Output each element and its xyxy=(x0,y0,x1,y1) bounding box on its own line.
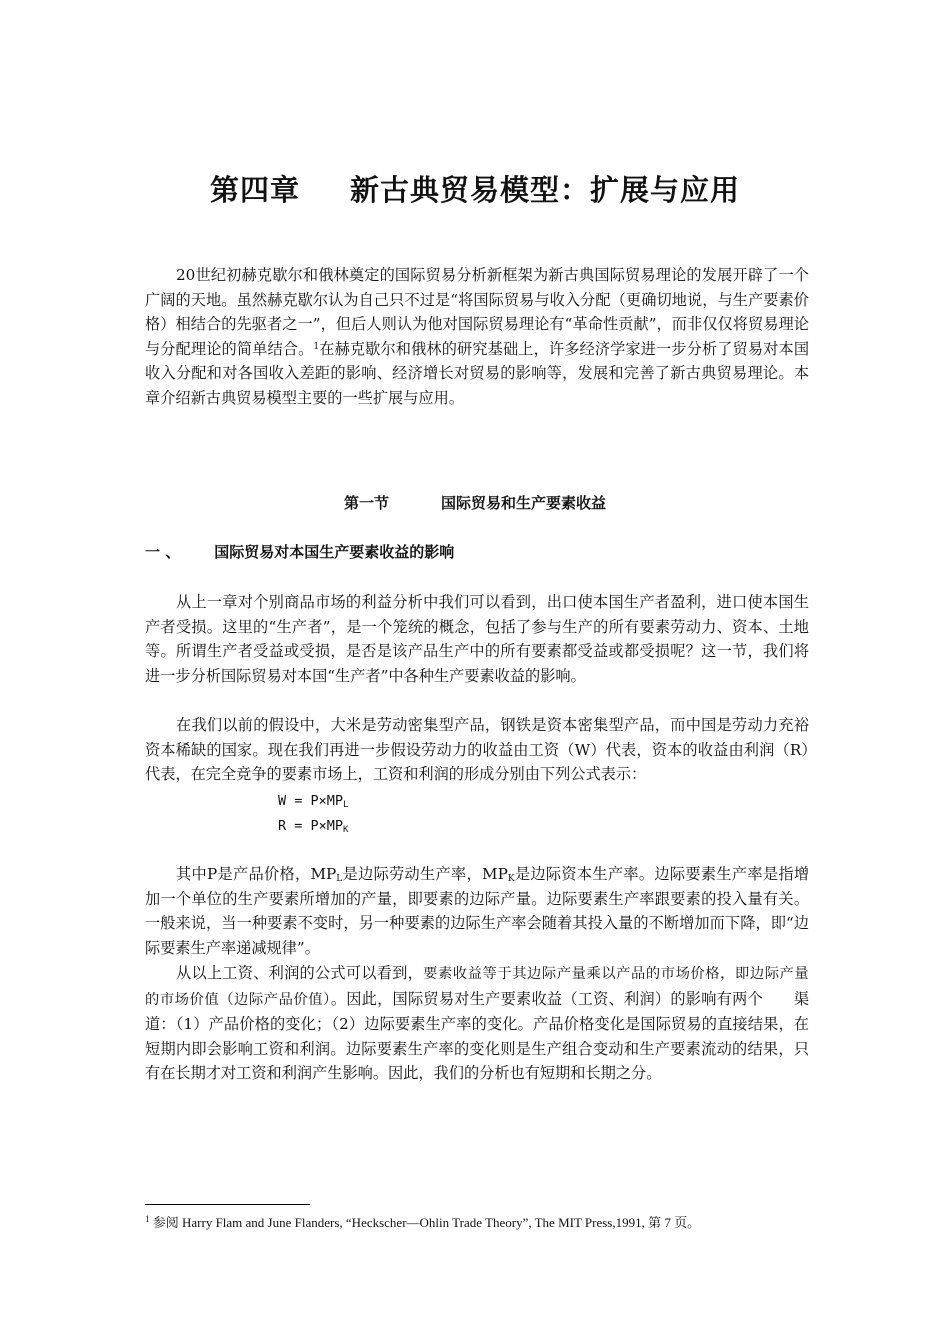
formula-wage-text: W = P×MP xyxy=(278,793,344,809)
formula-profit-text: R = P×MP xyxy=(278,818,344,834)
footnote-mark: 1 xyxy=(145,1214,150,1224)
p4-text-2: 。因此，国际贸易对生产要素收益（工资、利润）的影响有两个 渠道：（1）产品价格的变化；（2）边际要素生产率的变化。产品价格变化是国际贸易的直接结果，在短期内即会影响工资和利润。边际要素生产率的变化则是生产组合变动和生产要素流动的结果，只有在长期才对工资和利润产生影响。因此，我们的分析也有短期和长期之分。 xyxy=(145,989,810,1083)
chapter-title xyxy=(0,168,950,209)
formula-wage xyxy=(278,793,348,809)
chapter-name: 新古典贸易模型：扩展与应用 xyxy=(350,173,741,207)
body-paragraph-3 xyxy=(145,862,809,960)
p3-text-2: 是边际劳动生产率，MP xyxy=(342,865,508,883)
p3-sub-2: K xyxy=(507,874,515,884)
formula-wage-sub: L xyxy=(343,800,349,810)
intro-text-1: 20世纪初赫克歇尔和俄林奠定的国际贸易分析新框架为新古典国际贸易理论的发展开辟了一个广阔的天地。虽然赫克歇尔认为自己只不过是“将国际贸易与收入分配（更确切地说，与生产要素价格）相结合的先驱者之一”，但后人则认为他对国际贸易理论有“革命性贡献”，而非仅仅将贸易理论与分配理论的简单结合。 xyxy=(145,266,809,358)
section-heading xyxy=(0,492,950,513)
p4-text-1: 从以上工资、利润的公式可以看到， xyxy=(176,964,424,982)
p3-sub-1: L xyxy=(336,874,343,884)
subsection-heading xyxy=(145,541,454,562)
subsection-title: 国际贸易对本国生产要素收益的影响 xyxy=(214,543,455,561)
body-paragraph-2: 在我们以前的假设中，大米是劳动密集型产品，钢铁是资本密集型产品，而中国是劳动力充裕资本稀缺的国家。现在我们再进一步假设劳动力的收益由工资（W）代表，资本的收益由利润（R）代表，在完全竞争的要素市场上，工资和利润的形成分别由下列公式表示： xyxy=(145,716,809,784)
footnote-text: 参阅 Harry Flam and June Flanders, “Heckscher—Ohlin Trade Theory”, The MIT Press,1991, 第 7 页。 xyxy=(152,1215,701,1230)
p3-text-1: 其中P是产品价格，MP xyxy=(176,865,337,883)
footnote-divider xyxy=(145,1204,310,1205)
subsection-label: 一 、 xyxy=(145,543,181,561)
body-paragraph-4 xyxy=(145,961,809,1086)
formula-profit-sub: K xyxy=(343,825,349,835)
intro-paragraph xyxy=(145,263,809,411)
formula-profit xyxy=(278,818,348,834)
p3-text-3: 是边际资本生产率。边际要素生产率是指增加一个单位的生产要素所增加的产量，即要素的边际产量。边际要素生产率跟要素的投入量有关。一般来说，当一种要素不变时，另一种要素的边际生产率会随着其投入量的不断增加而下降，即“边际要素生产率递减规律”。 xyxy=(145,865,810,957)
intro-text-2: 在赫克歇尔和俄林的研究基础上，许多经济学家进一步分析了贸易对本国收入分配和对各国收入差距的影响、经济增长对贸易的影响等，发展和完善了新古典贸易理论。本章介绍新古典贸易模型主要的一些扩展与应用。 xyxy=(145,339,810,407)
chapter-number: 第四章 xyxy=(209,173,300,207)
footnote-ref[interactable]: 1 xyxy=(313,341,320,352)
body-paragraph-1: 从上一章对个别商品市场的利益分析中我们可以看到，出口使本国生产者盈利，进口使本国生产者受损。这里的“生产者”，是一个笼统的概念，包括了参与生产的所有要素劳动力、资本、土地等。所谓生产者受益或受损，是否是该产品生产中的所有要素都受益或都受损呢？这一节，我们将进一步分析国际贸易对本国“生产者”中各种生产要素收益的影响。 xyxy=(145,593,809,685)
p4-emphasis: 要素收益等于其边际产量乘以产品的市场价格，即边际产量的市场价值（边际产品价值） xyxy=(145,966,809,1008)
section-label: 第一节 xyxy=(343,494,389,512)
footnote xyxy=(145,1212,700,1231)
section-title: 国际贸易和生产要素收益 xyxy=(441,494,607,512)
